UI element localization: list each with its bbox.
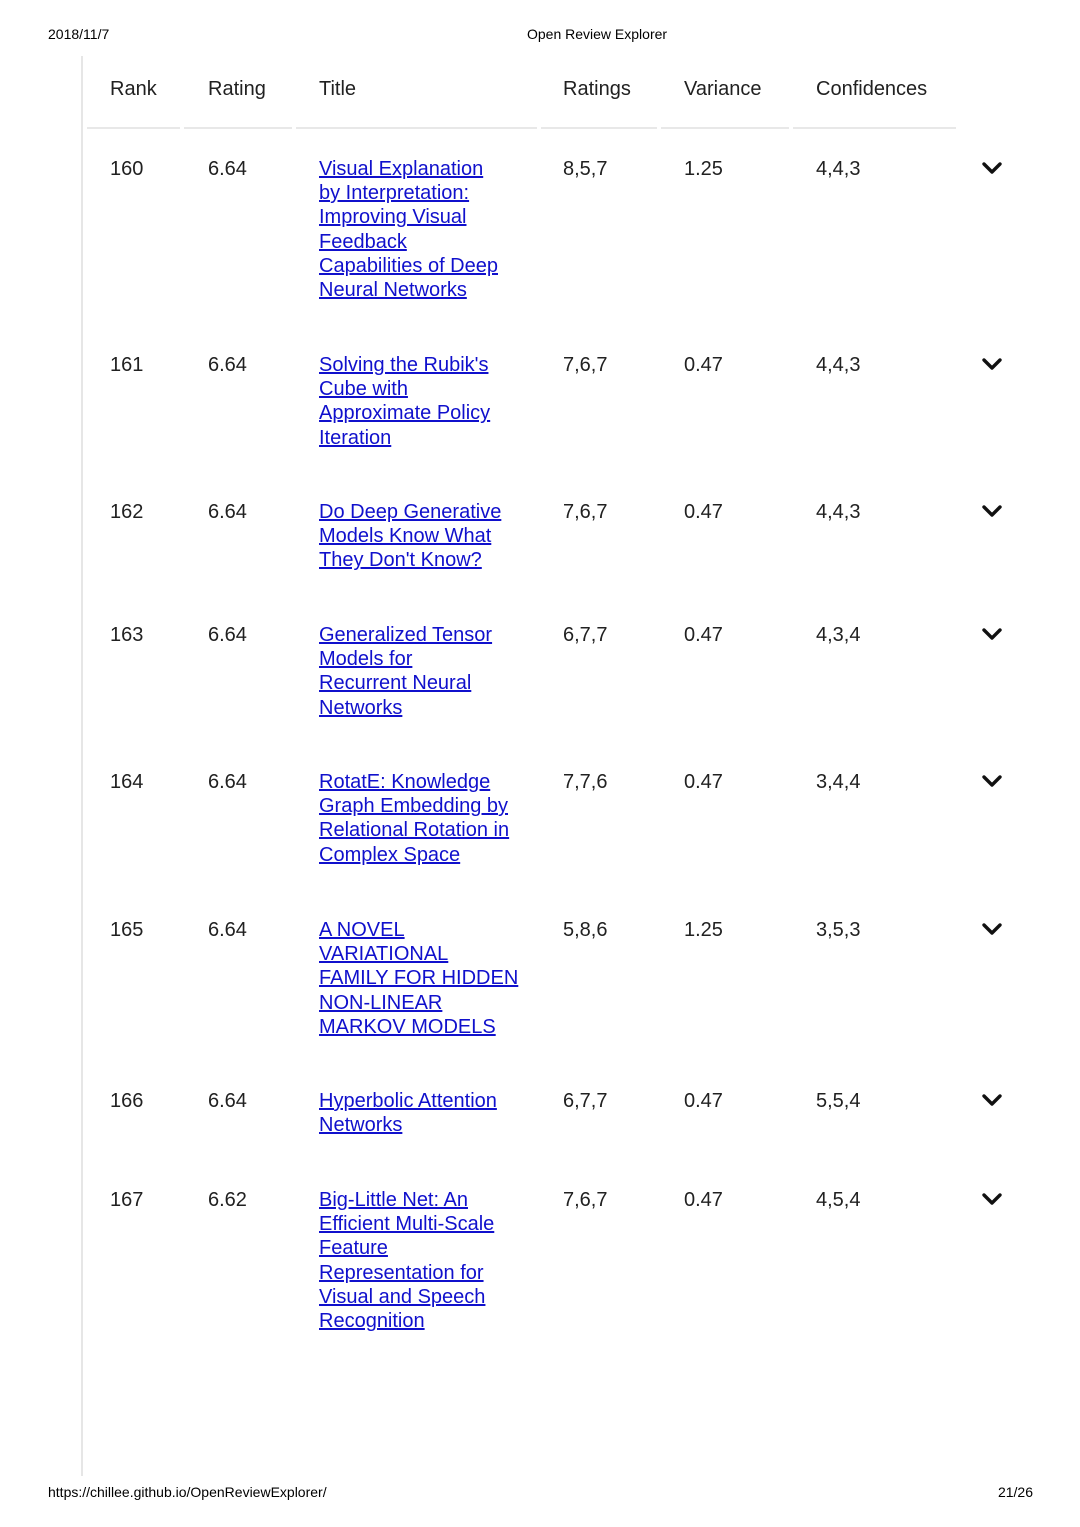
- paper-title-link[interactable]: Visual Explanation by Interpretation: Improving Visual Feedback Capabilities of Deep Neural Networks: [319, 158, 498, 302]
- chevron-down-icon: [981, 355, 1003, 373]
- row-ratings: 7,6,7: [563, 354, 608, 376]
- print-url: https://chillee.github.io/OpenReviewExplorer/: [48, 1484, 327, 1500]
- expand-row-button[interactable]: [981, 920, 1003, 938]
- row-rating: 6.64: [208, 624, 247, 646]
- row-variance: 0.47: [684, 1189, 723, 1211]
- divider-gap: [292, 127, 296, 129]
- paper-title-link[interactable]: RotatE: Knowledge Graph Embedding by Relational Rotation in Complex Space: [319, 771, 510, 866]
- header-title[interactable]: Title: [319, 78, 357, 100]
- table-header: [0, 78, 1080, 108]
- expand-row-button[interactable]: [981, 502, 1003, 520]
- row-title-cell: [319, 157, 509, 302]
- row-rating: 6.62: [208, 1189, 247, 1211]
- header-ratings[interactable]: Ratings: [563, 78, 631, 100]
- row-variance: 0.47: [684, 771, 723, 793]
- row-ratings: 6,7,7: [563, 624, 608, 646]
- header-variance[interactable]: Variance: [684, 78, 762, 100]
- row-rating: 6.64: [208, 158, 247, 180]
- row-ratings: 6,7,7: [563, 1090, 608, 1112]
- divider-gap: [537, 127, 541, 129]
- paper-title-link[interactable]: Generalized Tensor Models for Recurrent Neural Networks: [319, 624, 493, 719]
- row-title-cell: [319, 918, 519, 1039]
- row-ratings: 7,6,7: [563, 501, 608, 523]
- paper-title-link[interactable]: Hyperbolic Attention Networks: [319, 1090, 497, 1137]
- row-confidences: 3,4,4: [816, 771, 861, 793]
- row-title-cell: [319, 353, 504, 450]
- row-rank: 160: [110, 158, 144, 180]
- expand-row-button[interactable]: [981, 772, 1003, 790]
- row-confidences: 4,3,4: [816, 624, 861, 646]
- expand-row-button[interactable]: [981, 625, 1003, 643]
- row-rank: 161: [110, 354, 144, 376]
- chevron-down-icon: [981, 1190, 1003, 1208]
- row-rank: 167: [110, 1189, 144, 1211]
- row-rank: 162: [110, 501, 144, 523]
- row-variance: 1.25: [684, 919, 723, 941]
- chevron-down-icon: [981, 920, 1003, 938]
- row-variance: 0.47: [684, 1090, 723, 1112]
- print-page-title: Open Review Explorer: [527, 26, 668, 42]
- paper-title-link[interactable]: Solving the Rubik's Cube with Approximate Policy Iteration: [319, 354, 491, 449]
- expand-row-button[interactable]: [981, 1091, 1003, 1109]
- row-confidences: 4,4,3: [816, 501, 861, 523]
- row-rank: 166: [110, 1090, 144, 1112]
- paper-title-link[interactable]: A NOVEL VARIATIONAL FAMILY FOR HIDDEN NON-LINEAR MARKOV MODELS: [319, 919, 519, 1038]
- paper-title-link[interactable]: Do Deep Generative Models Know What They Don't Know?: [319, 501, 502, 572]
- chevron-down-icon: [981, 159, 1003, 177]
- row-ratings: 8,5,7: [563, 158, 608, 180]
- row-rating: 6.64: [208, 1090, 247, 1112]
- row-confidences: 4,5,4: [816, 1189, 861, 1211]
- row-rating: 6.64: [208, 501, 247, 523]
- divider-gap: [789, 127, 793, 129]
- header-confidences[interactable]: Confidences: [816, 78, 928, 100]
- row-rating: 6.64: [208, 354, 247, 376]
- row-ratings: 7,7,6: [563, 771, 608, 793]
- row-rank: 164: [110, 771, 144, 793]
- row-variance: 1.25: [684, 158, 723, 180]
- row-rank: 165: [110, 919, 144, 941]
- expand-row-button[interactable]: [981, 1190, 1003, 1208]
- paper-title-link[interactable]: Big-Little Net: An Efficient Multi-Scale Feature Representation for Visual and Speech Recognition: [319, 1189, 495, 1333]
- print-page-number: 21/26: [997, 1484, 1033, 1500]
- row-title-cell: [319, 623, 504, 720]
- row-confidences: 4,4,3: [816, 354, 861, 376]
- row-variance: 0.47: [684, 354, 723, 376]
- chevron-down-icon: [981, 1091, 1003, 1109]
- row-variance: 0.47: [684, 501, 723, 523]
- row-title-cell: [319, 770, 519, 867]
- expand-row-button[interactable]: [981, 355, 1003, 373]
- row-rating: 6.64: [208, 919, 247, 941]
- row-title-cell: [319, 1188, 509, 1333]
- expand-row-button[interactable]: [981, 159, 1003, 177]
- row-rank: 163: [110, 624, 144, 646]
- row-title-cell: [319, 1089, 519, 1137]
- row-title-cell: [319, 500, 509, 573]
- header-divider: [87, 127, 956, 129]
- row-ratings: 5,8,6: [563, 919, 608, 941]
- print-date: 2018/11/7: [48, 26, 110, 42]
- divider-gap: [180, 127, 184, 129]
- row-confidences: 5,5,4: [816, 1090, 861, 1112]
- header-rating[interactable]: Rating: [208, 78, 266, 100]
- row-variance: 0.47: [684, 624, 723, 646]
- row-confidences: 3,5,3: [816, 919, 861, 941]
- left-border: [81, 56, 83, 1476]
- chevron-down-icon: [981, 502, 1003, 520]
- row-ratings: 7,6,7: [563, 1189, 608, 1211]
- row-confidences: 4,4,3: [816, 158, 861, 180]
- divider-gap: [657, 127, 661, 129]
- chevron-down-icon: [981, 772, 1003, 790]
- row-rating: 6.64: [208, 771, 247, 793]
- header-rank[interactable]: Rank: [110, 78, 157, 100]
- chevron-down-icon: [981, 625, 1003, 643]
